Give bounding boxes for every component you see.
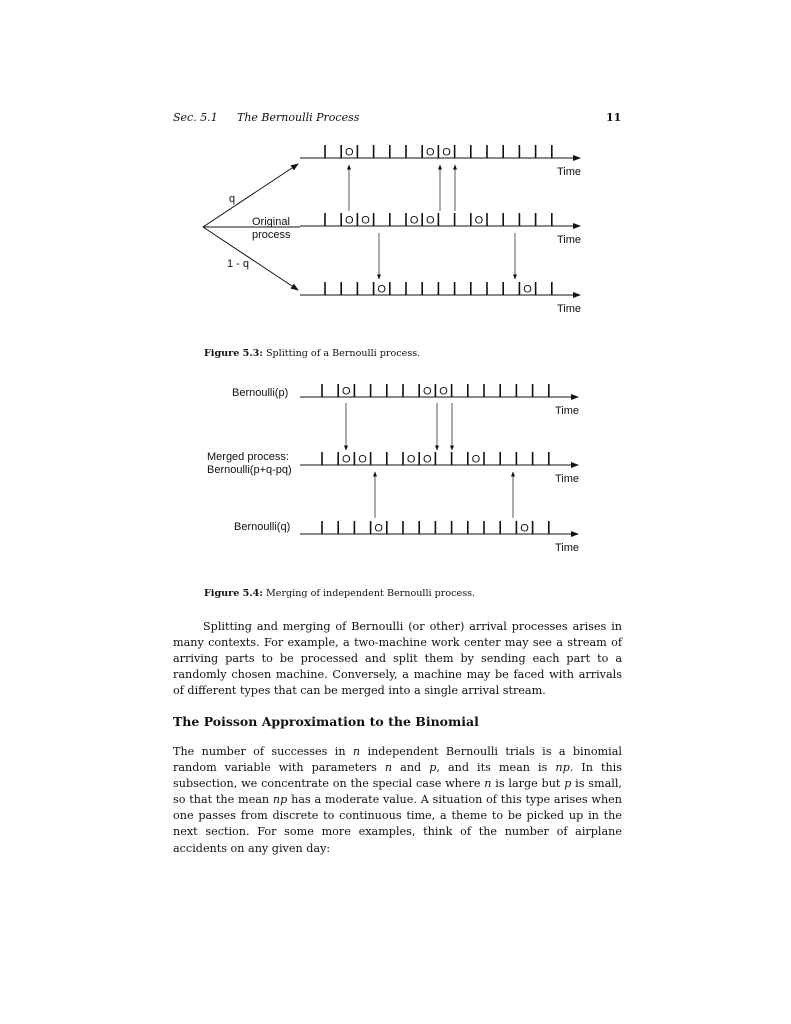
math-p: p [429, 761, 437, 775]
arrival-marker: O [342, 453, 351, 466]
text-run: is small, so that the mean [173, 777, 622, 807]
math-n: n [352, 745, 361, 758]
math-np: np [555, 761, 570, 775]
running-header-title: The Bernoulli Process [237, 111, 360, 124]
time-label: Time [557, 303, 582, 315]
text-run: . In this subsection, we concentrate on the special case where [173, 761, 622, 791]
math-np: np [272, 793, 288, 807]
math-n: n [484, 777, 492, 791]
arrival-marker: O [439, 385, 448, 398]
arrival-marker: O [345, 146, 354, 159]
merge-top-timeline [300, 384, 578, 398]
paragraph-poisson-approximation [173, 744, 622, 857]
arrival-marker: O [423, 453, 432, 466]
split-top-timeline [300, 145, 580, 159]
merge-middle-timeline [300, 452, 578, 466]
arrival-marker: O [406, 453, 416, 466]
arrival-marker: O [471, 453, 481, 466]
arrival-marker: O [342, 385, 351, 398]
original-process-label-1: Original [252, 216, 290, 228]
arrival-marker: O [426, 214, 435, 227]
branch-up-label: q [229, 193, 236, 205]
time-label: Time [555, 542, 580, 554]
bernoulli-q-label: Bernoulli(q) [234, 521, 291, 533]
original-process-label-2: process [252, 229, 291, 241]
merged-process-label-2: Bernoulli(p+q-pq) [207, 464, 292, 476]
split-original-timeline [300, 213, 580, 227]
time-label: Time [555, 473, 580, 485]
merge-bottom-timeline [300, 521, 578, 535]
text-run: and [392, 761, 430, 775]
arrival-marker: O [374, 522, 383, 535]
time-label: Time [557, 166, 582, 178]
merged-process-label-1: Merged process: [207, 451, 289, 463]
arrival-marker: O [377, 283, 386, 296]
arrival-marker: O [426, 146, 435, 159]
bernoulli-p-label: Bernoulli(p) [232, 387, 289, 399]
text-run: has a moderate value. A situation of this type arises when one passes from discrete to continuous time, a theme to be picked up in the next section. For some more examples, think of the number of airplane accidents on any given day: [173, 793, 623, 855]
text-run: independent Bernoulli trials is a binomial random variable with parameters [173, 745, 622, 775]
figure-5-4-merging-diagram [0, 375, 791, 560]
figure-5-4-caption-label: Figure 5.4: [204, 588, 263, 599]
page-number: 11 [606, 111, 622, 124]
split-bottom-timeline [300, 282, 580, 296]
math-p: p [564, 777, 572, 791]
arrival-marker: O [423, 385, 432, 398]
figure-5-4-caption [204, 588, 475, 599]
arrival-marker: O [442, 146, 451, 159]
arrival-marker: O [520, 522, 529, 535]
figure-5-3-caption-text: Splitting of a Bernoulli process. [265, 348, 421, 359]
figure-5-4-caption-text: Merging of independent Bernoulli process. [265, 588, 476, 599]
paragraph-splitting-merging: Splitting and merging of Bernoulli (or other) arrival processes arises in many contexts. For example, a two-machine work center may see a stream of arriving parts to be processed and split them by sending each part to a randomly chosen machine. Conversely, a machine may be faced with arrivals of different types that can be merged into a single arrival stream. [173, 620, 622, 698]
figure-5-3-splitting-diagram [0, 140, 791, 325]
figure-5-3-caption [204, 348, 420, 359]
arrival-marker: O [361, 214, 370, 227]
arrival-marker: O [358, 453, 367, 466]
running-header-section: Sec. 5.1 [173, 111, 218, 124]
time-label: Time [555, 405, 580, 417]
arrival-marker: O [409, 214, 419, 227]
arrival-marker: O [345, 214, 354, 227]
section-heading: The Poisson Approximation to the Binomial [173, 714, 479, 729]
math-n: n [384, 761, 393, 775]
arrival-marker: O [474, 214, 484, 227]
time-label: Time [557, 234, 582, 246]
arrival-marker: O [523, 283, 532, 296]
text-run: , and its mean is [436, 761, 556, 775]
text-run: is large but [491, 777, 565, 791]
text-run: The number of successes in [173, 745, 353, 758]
branch-down-label: 1 - q [227, 258, 250, 270]
figure-5-3-caption-label: Figure 5.3: [204, 348, 263, 359]
